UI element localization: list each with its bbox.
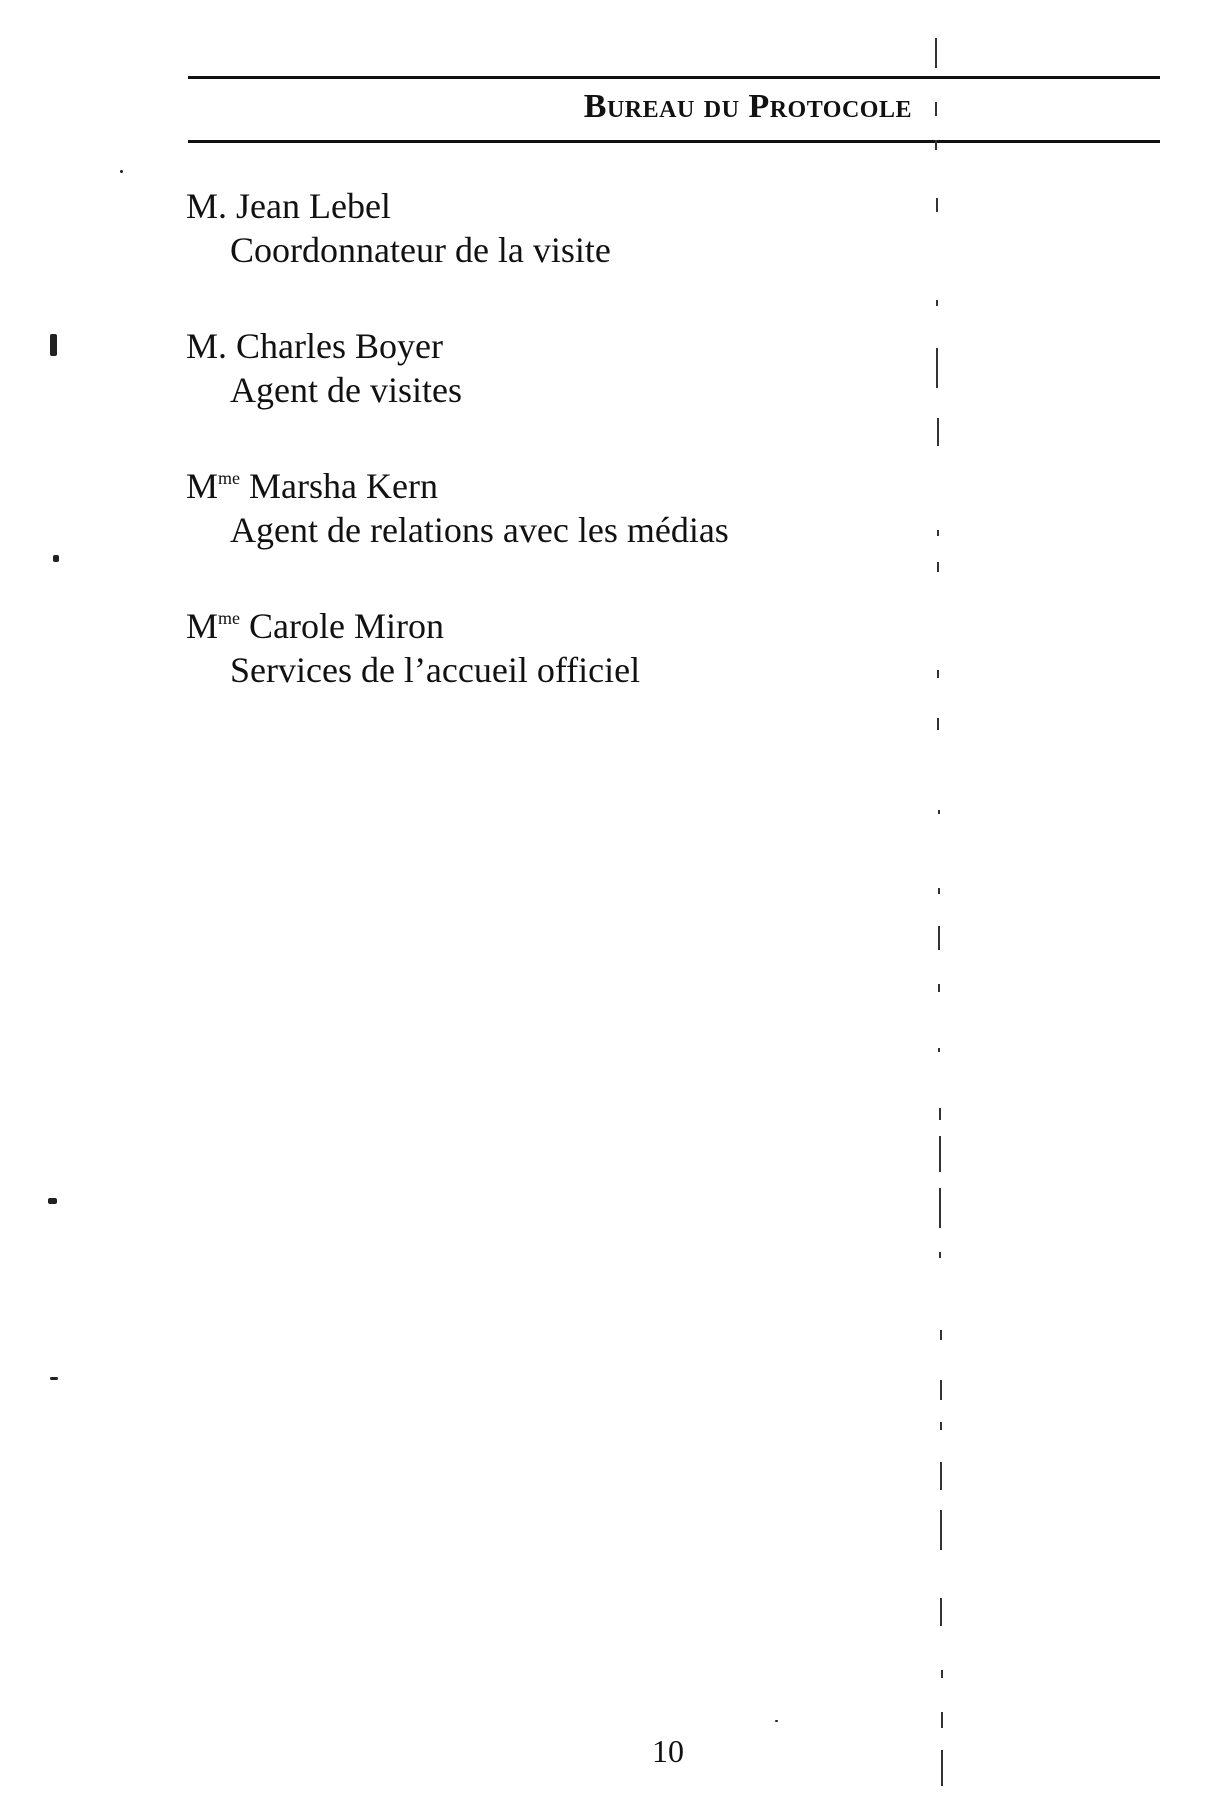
header-rule-bottom (188, 140, 1160, 143)
scan-speck (120, 170, 123, 173)
staff-list (186, 176, 946, 736)
staff-name: Jean Lebel (236, 186, 391, 226)
staff-role: Agent de relations avec les médias (230, 510, 729, 550)
honorific: M (186, 606, 219, 646)
staff-name: Carole Miron (249, 606, 444, 646)
staff-name: Charles Boyer (236, 326, 443, 366)
honorific: M. (186, 186, 228, 226)
header-rule-top (188, 76, 1160, 79)
staff-role: Services de l’accueil officiel (230, 650, 641, 690)
honorific: M (186, 466, 219, 506)
staff-entry (186, 596, 946, 692)
honorific-superscript: me (218, 468, 241, 488)
staff-name-line (186, 456, 946, 508)
scan-speck (53, 555, 59, 562)
staff-entry (186, 456, 946, 552)
page-number: 10 (652, 1733, 684, 1769)
fold-line (935, 30, 949, 1790)
scan-speck (50, 334, 57, 356)
staff-role: Coordonnateur de la visite (230, 230, 611, 270)
section-title: Bureau du Protocole (583, 88, 912, 125)
scan-speck (775, 1720, 778, 1722)
scan-speck (50, 1377, 58, 1380)
staff-entry (186, 316, 946, 412)
honorific-superscript: me (218, 608, 241, 628)
scan-speck (48, 1198, 57, 1204)
staff-entry (186, 176, 946, 272)
staff-name: Marsha Kern (249, 466, 438, 506)
staff-name-line (186, 596, 946, 648)
staff-name-line (186, 316, 946, 368)
staff-role: Agent de visites (230, 370, 462, 410)
staff-name-line (186, 176, 946, 228)
honorific: M. (186, 326, 228, 366)
